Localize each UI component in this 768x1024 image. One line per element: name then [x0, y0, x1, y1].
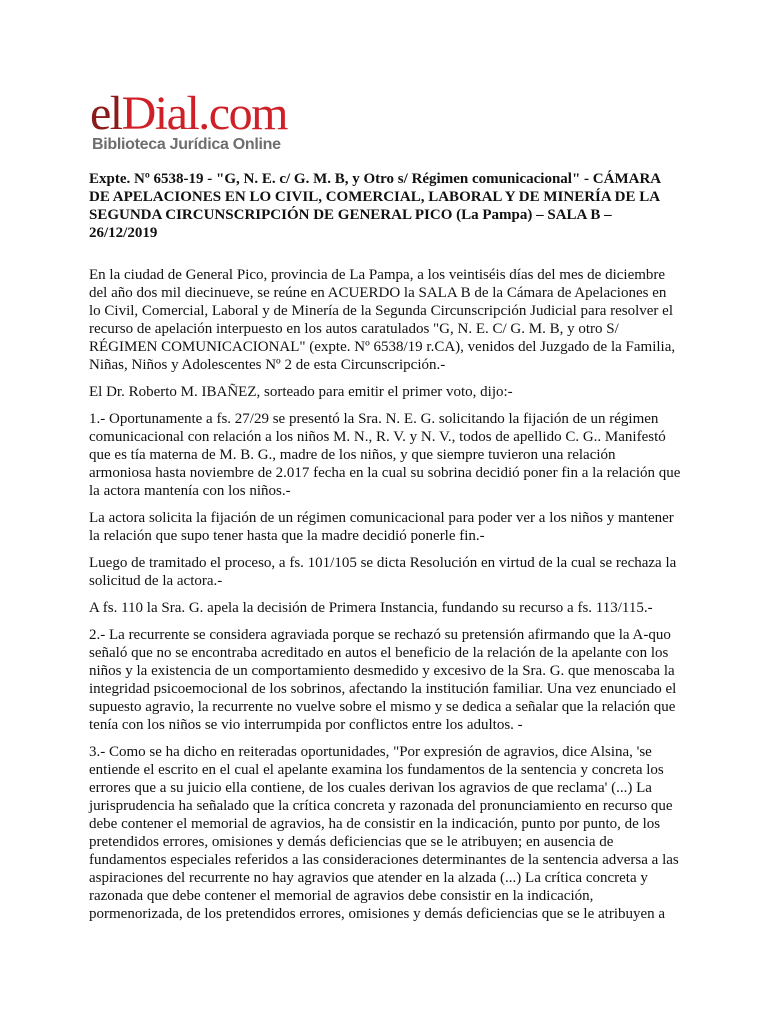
document-heading: Expte. Nº 6538-19 - "G, N. E. c/ G. M. B, y Otro s/ Régimen comunicacional" - CÁMARA DE APELACIONES EN LO CIVIL, COMERCIAL, LABORAL Y DE MINERÍA DE LA SEGUNDA CIRCUNSCRIPCIÓN DE GENERAL PICO (La Pampa) – SALA B – 26/12/2019 [89, 171, 661, 241]
logo-wordmark-el: el [90, 87, 122, 140]
eldial-logo [90, 87, 287, 156]
paragraph-apelacion: A fs. 110 la Sra. G. apela la decisión de Primera Instancia, fundando su recurso a fs. 113/115.- [89, 600, 653, 616]
paragraph-first-vote: El Dr. Roberto M. IBAÑEZ, sorteado para emitir el primer voto, dijo:- [89, 384, 513, 400]
logo-wordmark [90, 87, 287, 140]
paragraph-point-1: 1.- Oportunamente a fs. 27/29 se presentó la Sra. N. E. G. solicitando la fijación de un régimen comunicacional con relación a los niños M. N., R. V. y N. V., todos de apellido C. G.. Manifestó que es tía materna de M. B. G., madre de los niños, y que siempre tuvieron una relación armoniosa hasta noviembre de 2.017 fecha en la cual su sobrina decidió poner fin a la relación que la actora mantenía con los niños.- [89, 411, 681, 499]
paragraph-point-2: 2.- La recurrente se considera agraviada porque se rechazó su pretensión afirmando que la A-quo señaló que no se encontraba acreditado en autos el beneficio de la relación de la apelante con los niños y la existencia de un comportamiento desmedido y excesivo de la Sra. G. que menoscaba la integridad psicoemocional de los sobrinos, afectando la institución familiar. Una vez enunciado el supuesto agravio, la recurrente no vuelve sobre el mismo y se dedica a señalar que la relación que tenía con los niños se vio interrumpida por conflictos entre los adultos. - [89, 627, 677, 733]
logo-wordmark-dial: Dial.com [121, 87, 287, 140]
paragraph-intro: En la ciudad de General Pico, provincia de La Pampa, a los veintiséis días del mes de diciembre del año dos mil diecinueve, se reúne en ACUERDO la SALA B de la Cámara de Apelaciones en lo Civil, Comercial, Laboral y de Minería de la Segunda Circunscripción Judicial para resolver el recurso de apelación interpuesto en los autos caratulados "G, N. E. C/ G. M. B, y otro S/ RÉGIMEN COMUNICACIONAL" (expte. Nº 6538/19 r.CA), venidos del Juzgado de la Familia, Niñas, Niños y Adolescentes Nº 2 de esta Circunscripción.- [89, 267, 676, 373]
document-body [89, 170, 681, 932]
paragraph-point-3: 3.- Como se ha dicho en reiteradas oportunidades, "Por expresión de agravios, dice Alsina, 'se entiende el escrito en el cual el apelante examina los fundamentos de la sentencia y concreta los errores que a su juicio ella contiene, de los cuales derivan los agravios de que reclama' (...) La jurisprudencia ha señalado que la crítica concreta y razonada del pronunciamiento en recurso que debe contener el memorial de agravios, ha de consistir en la indicación, punto por punto, de los pretendidos errores, omisiones y demás deficiencias que se le atribuyen; en ausencia de fundamentos especiales referidos a las consideraciones determinantes de la sentencia adversa a las aspiraciones del recurrente no hay agravios que atender en la alzada (...) La crítica concreta y razonada que debe contener el memorial de agravios debe consistir en la indicación, pormenorizada, de los pretendidos errores, omisiones y demás deficiencias que se le atribuyen a [89, 744, 679, 922]
paragraph-resolucion: Luego de tramitado el proceso, a fs. 101/105 se dicta Resolución en virtud de la cual se rechaza la solicitud de la actora.- [89, 555, 677, 589]
paragraph-actora-solicita: La actora solicita la fijación de un régimen comunicacional para poder ver a los niños y mantener la relación que supo tener hasta que la madre decidió ponerle fin.- [89, 510, 674, 544]
logo-subtitle: Biblioteca Jurídica Online [92, 136, 281, 153]
